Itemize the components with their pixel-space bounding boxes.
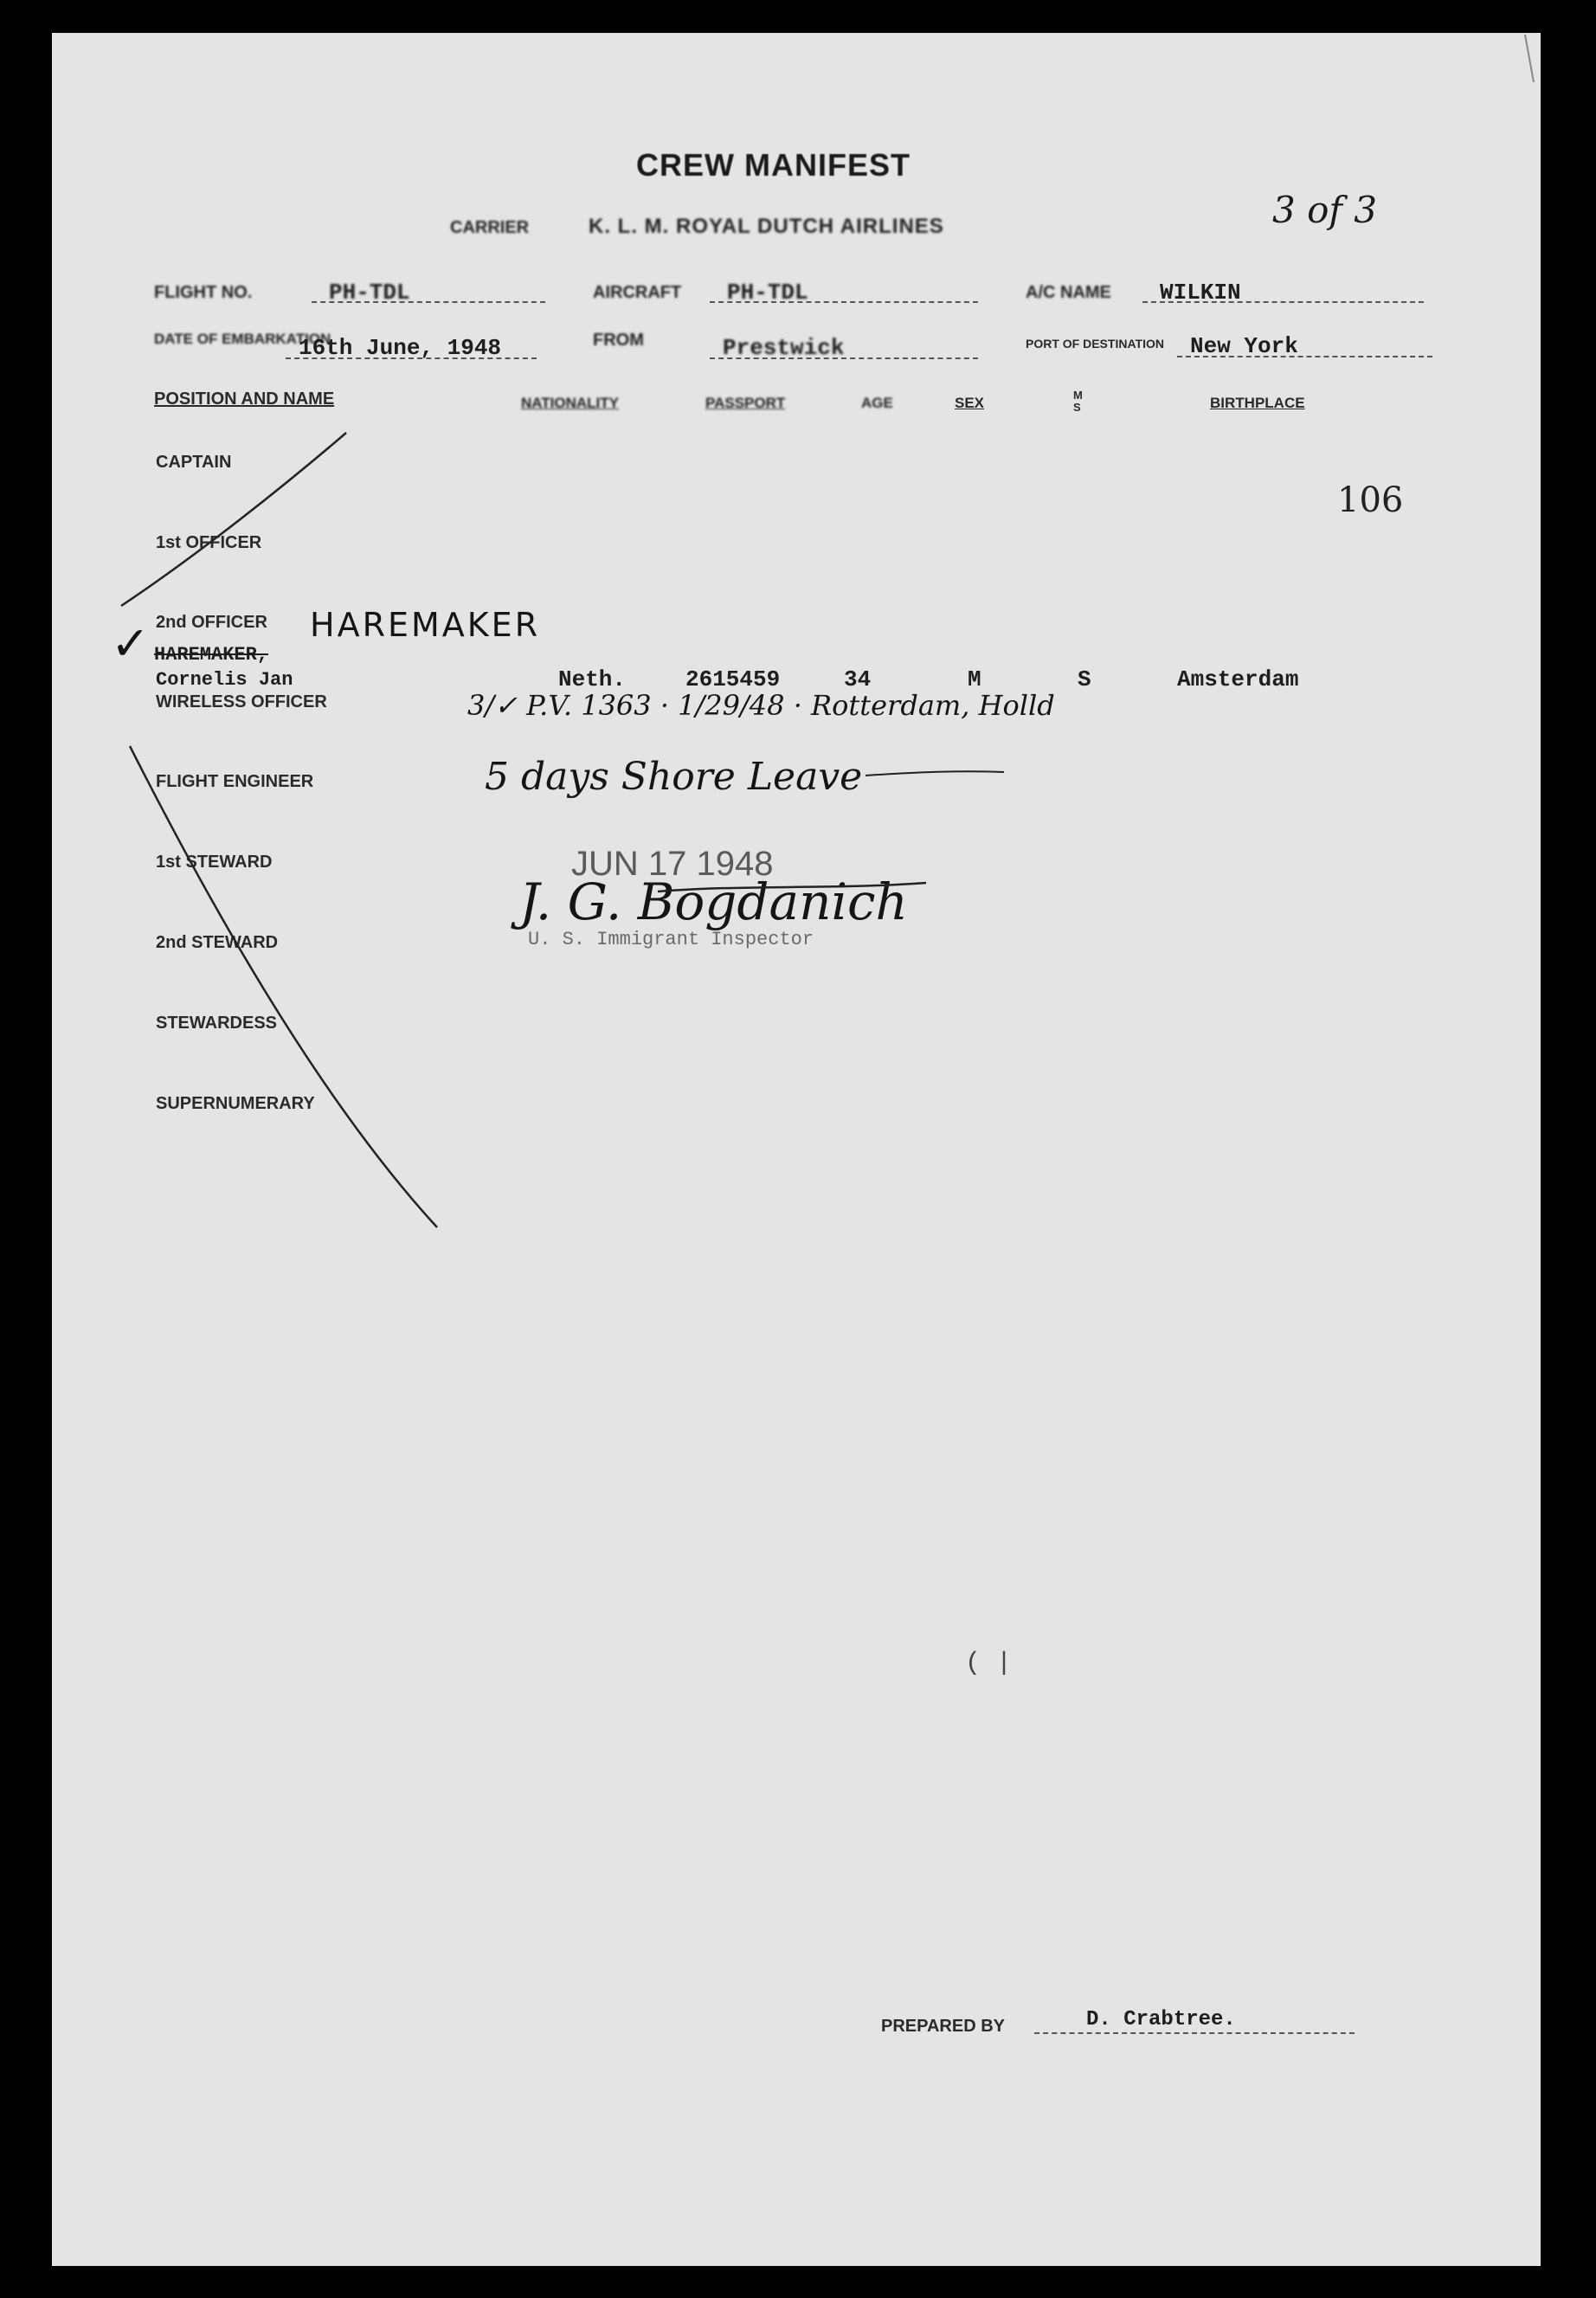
col-marital: M S bbox=[1073, 389, 1083, 414]
shore-leave-underline bbox=[866, 771, 1004, 776]
crew-given-name: Cornelis Jan bbox=[156, 669, 293, 691]
position-flight-engineer: FLIGHT ENGINEER bbox=[156, 772, 314, 791]
aircraft-name-label: A/C NAME bbox=[1026, 283, 1111, 302]
departure-value: 16th June, 1948 bbox=[299, 335, 502, 361]
position-stewardess: STEWARDESS bbox=[156, 1014, 278, 1033]
departure-label: DATE OF EMBARKATION bbox=[154, 331, 331, 347]
inspector-signature: J. G. Bogdanich bbox=[519, 872, 908, 931]
col-position-name: POSITION AND NAME bbox=[154, 389, 335, 409]
col-age: AGE bbox=[861, 395, 893, 411]
signature-underline bbox=[658, 883, 926, 892]
page-number: 106 bbox=[1337, 480, 1404, 520]
flight-no-value: PH-TDL bbox=[329, 280, 410, 306]
destination-label: PORT OF DESTINATION bbox=[1026, 337, 1164, 351]
col-birthplace: BIRTHPLACE bbox=[1210, 395, 1305, 411]
crew-sex: M bbox=[968, 666, 981, 692]
crew-nationality: Neth. bbox=[558, 666, 627, 692]
position-second-steward: 2nd STEWARD bbox=[156, 933, 279, 952]
crew-age: 34 bbox=[844, 666, 872, 692]
page-edge-mark bbox=[1525, 35, 1534, 82]
position-wireless-officer: WIRELESS OFFICER bbox=[156, 692, 327, 711]
aircraft-value: PH-TDL bbox=[727, 280, 808, 306]
crew-passport: 2615459 bbox=[685, 666, 781, 692]
document-title: CREW MANIFEST bbox=[636, 147, 911, 183]
crew-surname-handwritten: HAREMAKER bbox=[310, 606, 541, 644]
col-sex: SEX bbox=[955, 395, 985, 411]
from-label: FROM bbox=[593, 331, 644, 350]
col-nationality: NATIONALITY bbox=[521, 395, 620, 411]
date-stamp: JUN 17 1948 bbox=[571, 845, 774, 883]
crew-marital: S bbox=[1078, 666, 1091, 692]
position-supernumerary: SUPERNUMERARY bbox=[156, 1094, 315, 1113]
page-mark-handwritten: 3 of 3 bbox=[1272, 189, 1377, 231]
cancel-stroke-bottom bbox=[130, 746, 437, 1227]
aircraft-label: AIRCRAFT bbox=[593, 283, 682, 302]
crew-birthplace: Amsterdam bbox=[1177, 666, 1299, 692]
cancel-stroke-top bbox=[121, 433, 346, 606]
check-mark: ✓ bbox=[111, 616, 151, 671]
position-second-officer: 2nd OFFICER bbox=[156, 613, 267, 632]
inspector-stamp: U. S. Immigrant Inspector bbox=[528, 929, 814, 950]
flight-no-label: FLIGHT NO. bbox=[154, 283, 253, 302]
annotation-line-2: 5 days Shore Leave bbox=[485, 755, 863, 799]
carrier-label: CARRIER bbox=[450, 218, 530, 237]
annotation-line-1: 3/✓ P.V. 1363 · 1/29/48 · Rotterdam, Holld bbox=[467, 689, 1055, 722]
col-passport: PASSPORT bbox=[705, 395, 786, 411]
aircraft-name-value: WILKIN bbox=[1160, 280, 1241, 306]
from-value: Prestwick bbox=[723, 335, 845, 361]
center-mark: ( | bbox=[965, 1649, 1013, 1678]
prepared-by-value: D. Crabtree. bbox=[1086, 2008, 1236, 2031]
crew-surname-typed: HAREMAKER, bbox=[154, 644, 269, 666]
destination-value: New York bbox=[1190, 333, 1298, 359]
position-first-officer: 1st OFFICER bbox=[156, 533, 262, 552]
position-first-steward: 1st STEWARD bbox=[156, 853, 273, 872]
position-captain: CAPTAIN bbox=[156, 453, 232, 472]
prepared-by-label: PREPARED BY bbox=[881, 2017, 1005, 2036]
carrier-value: K. L. M. ROYAL DUTCH AIRLINES bbox=[589, 215, 944, 238]
